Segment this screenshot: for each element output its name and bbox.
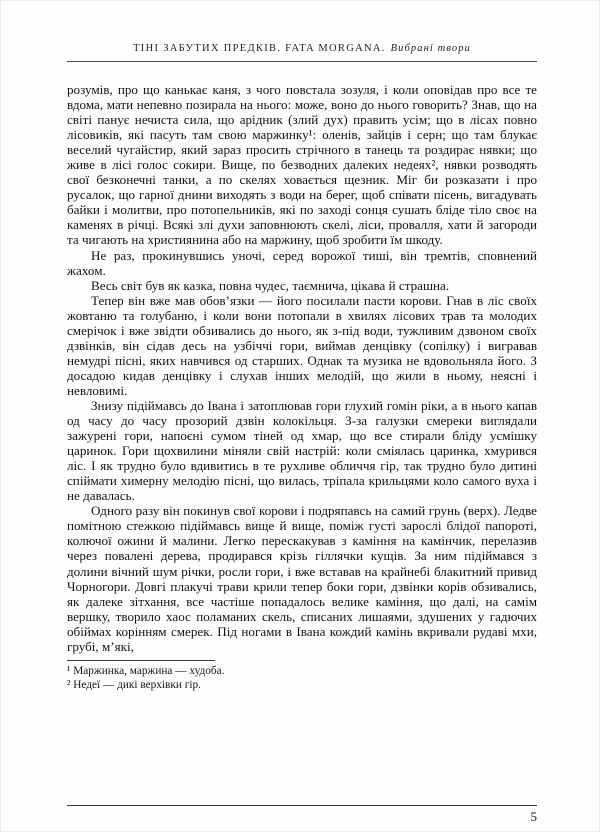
paragraph-2: Не раз, прокинувшись уночі, серед ворожої тиші, він тремтів, сповнений жахом. bbox=[67, 247, 537, 278]
footnote-separator bbox=[67, 660, 215, 661]
footer-rule bbox=[67, 805, 537, 806]
footnote-1: ¹ Маржинка, маржина — худоба. bbox=[67, 664, 225, 677]
paragraph-6: Одного разу він покинув свої корови і подряпавсь на самий грунь (верх). Ледве помітною стежкою підіймавсь вище й вище, поміж густі зарослі блідої папороті, колючої ожини й малини. Легко перескакував з каміння на камінчик, перелазив через повалені дерева, продирався крізь гіллячки кущів. За ним підіймався з долини вічний шум річки, росли гори, і вже вставав на крайнебі блакитний привид Чорногори. Довгі плакучі трави крили тепер боки гори, дзвінки корів обзивались, як далеке зітхання, все частіше попадалось велике каміння, що далі, на самім вершку, творило хаос поламаних скель, списаних лишаями, здушених у гадючих обіймах корінням смерек. Під ногами в Івана кождий камінь вкривали рудаві мхи, грубі, м’які, bbox=[67, 503, 537, 654]
running-head-subtitle: Вибрані твори bbox=[390, 43, 471, 54]
paragraph-3: Весь світ був як казка, повна чудес, таємнича, цікава й страшна. bbox=[91, 277, 450, 293]
footnote-2: ² Недеї — дикі верхівки гір. bbox=[67, 678, 201, 691]
page-footer bbox=[67, 805, 537, 825]
header-rule bbox=[67, 61, 537, 62]
page-number: 5 bbox=[530, 809, 537, 824]
running-head bbox=[67, 43, 537, 54]
footnotes bbox=[67, 665, 537, 693]
paragraph-4: Тепер він вже мав обов’язки — його посилали пасти корови. Гнав в ліс своїх жовтаню та голубаню, і коли вони потопали в хвилях лісових трав та молодих смерічок і вже звідти обзивались до нього, як з-під води, тужливим дзвоном своїх дзвінків, він сідав десь на узбіччі гори, виймав денцівку (сопілку) і вигравав немудрі пісні, яких навчився од старших. Однак та музика не вдовольняла його. З досадою кидав денцівку і слухав інших мелодій, що жили в ньому, неясні і невловимі. bbox=[67, 292, 537, 398]
running-head-title: ТІНІ ЗАБУТИХ ПРЕДКІВ. FATA MORGANA. bbox=[133, 43, 386, 54]
paragraph-1: розумів, про що канькає каня, з чого повстала зозуля, і коли оповідав про все те вдома, мати непевно позирала на нього: може, воно до нього говорить? Знав, що на світі панує нечиста сила, що арідник (злий дух) править усім; що в лісах повно лісовиків, які пасуть там свою маржинку¹: оленів, зайців і серн; що там блукає веселий чугайстир, який зараз просить стрічного в танець та роздирає нявки; що живе в лісі голос сокири. Вище, по безводних далеких недеях², нявки розводять свої безконечні танки, а по скелях ховається щезник. Міг би розказати і про русалок, що гарної днини виходять з води на берег, щоб співати пісень, вигадувать байки і молитви, про потопельників, які по заході сонця сушать бліде тіло своє на каменях в річці. Всякі злі духи заповнюють скелі, ліси, провалля, хати й загороди та чигають на християнина або на маржину, щоб зробити їм шкоду. bbox=[67, 82, 537, 248]
paragraph-5: Знизу підіймавсь до Івана і затоплював гори глухий гомін ріки, а в нього капав од часу до часу прозорий дзвін колокільця. З-за галузки смереки виглядали зажурені гори, напоєні сумом тіней од хмар, що все стирали бліду усмішку царинок. Гори щохвилини міняли свій настрій: коли сміялась царинка, хмурився ліс. І як трудно було вдивитись в те рухливе обличчя гір, так трудно було дитині спіймати химерну мелодію пісні, що вилась, тріпала крильцями коло самого вуха і не давалась. bbox=[67, 397, 537, 504]
page-body bbox=[67, 82, 537, 654]
